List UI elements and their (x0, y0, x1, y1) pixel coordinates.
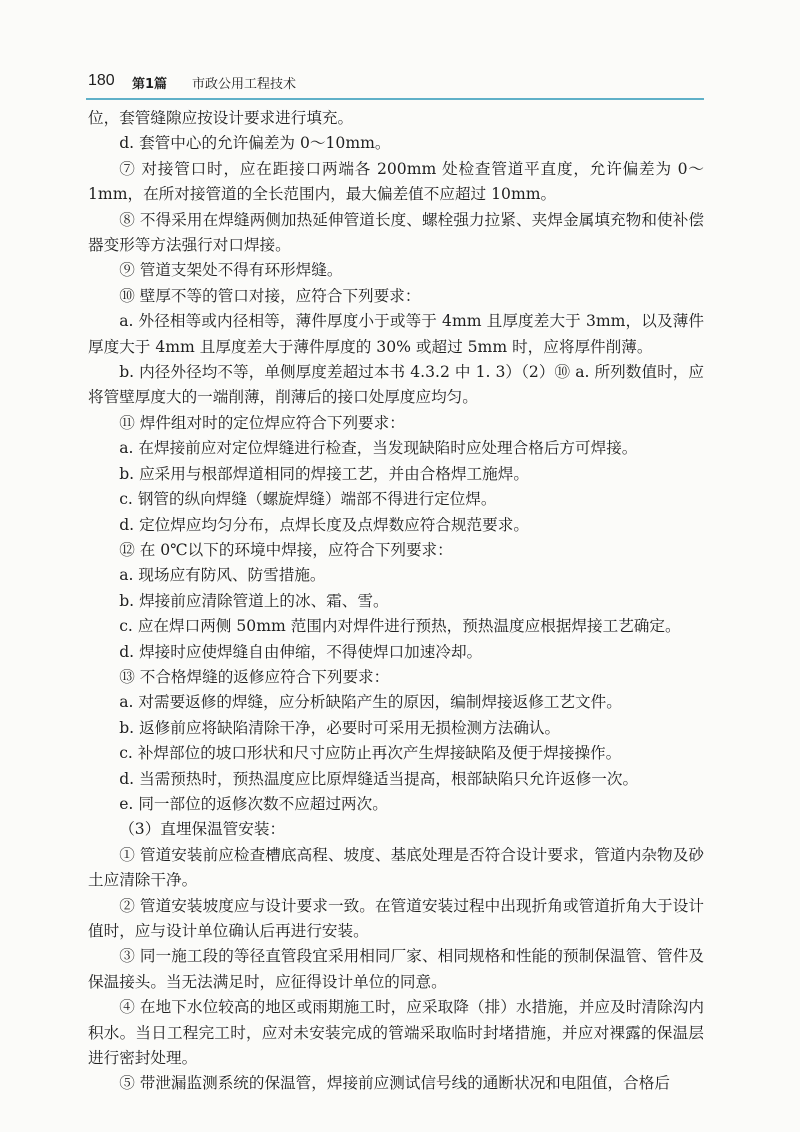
paragraph: ① 管道安装前应检查槽底高程、坡度、基底处理是否符合设计要求，管道内杂物及砂土应清除干净。 (88, 845, 704, 890)
paragraph: d. 套管中心的允许偏差为 0～10mm。 (119, 134, 391, 153)
paragraph: a. 外径相等或内径相等，薄件厚度小于或等于 4mm 且厚度差大于 3mm，以及薄件厚度大于 4mm 且厚度差大于薄件厚度的 30% 或超过 5mm 时，应将厚件削薄。 (88, 312, 704, 356)
paragraph: ⑩ 壁厚不等的管口对接，应符合下列要求： (119, 286, 421, 305)
paragraph: d. 定位焊应均匀分布，点焊长度及点焊数应符合规范要求。 (119, 515, 529, 534)
running-header (88, 72, 704, 96)
page-number: 180 (88, 72, 115, 89)
body-text (88, 106, 704, 1097)
paragraph: ⑧ 不得采用在焊缝两侧加热延伸管道长度、螺栓强力拉紧、夹焊金属填充物和使补偿器变形等方法强行对口焊接。 (88, 210, 704, 255)
paragraph: d. 焊接时应使焊缝自由伸缩，不得使焊口加速冷却。 (119, 642, 483, 661)
paragraph: ⑬ 不合格焊缝的返修应符合下列要求： (119, 667, 390, 686)
paragraph: ④ 在地下水位较高的地区或雨期施工时，应采取降（排）水措施，并应及时清除沟内积水。当日工程完工时，应对未安装完成的管端采取临时封堵措施，并应对裸露的保温层进行密封处理。 (88, 998, 704, 1068)
paragraph: b. 应采用与根部焊道相同的焊接工艺，并由合格焊工施焊。 (119, 464, 529, 483)
paragraph: a. 在焊接前应对定位焊缝进行检查，当发现缺陷时应处理合格后方可焊接。 (119, 439, 638, 458)
paragraph: c. 补焊部位的坡口形状和尺寸应防止再次产生焊接缺陷及便于焊接操作。 (119, 744, 622, 763)
part-label: 第1篇 (132, 77, 168, 92)
header-rule (86, 98, 704, 100)
paragraph: ⑫ 在 0℃以下的环境中焊接，应符合下列要求： (119, 540, 453, 559)
paragraph: a. 对需要返修的焊缝，应分析缺陷产生的原因，编制焊接返修工艺文件。 (119, 693, 622, 712)
part-title: 市政公用工程技术 (192, 77, 297, 92)
paragraph: b. 焊接前应清除管道上的冰、霜、雪。 (119, 591, 389, 610)
paragraph: d. 当需预热时，预热温度应比原焊缝适当提高，根部缺陷只允许返修一次。 (119, 769, 639, 788)
paragraph: ⑪ 焊件组对时的定位焊应符合下列要求： (119, 413, 405, 432)
paragraph: ⑦ 对接管口时，应在距接口两端各 200mm 处检查管道平直度，允许偏差为 0～1mm，在所对接管道的全长范围内，最大偏差值不应超过 10mm。 (88, 159, 704, 204)
paragraph: b. 内径外径均不等，单侧厚度差超过本书 4.3.2 中 1. 3）（2）⑩ a. 所列数值时，应将管壁厚度大的一端削薄，削薄后的接口处厚度应均匀。 (88, 363, 704, 407)
paragraph: c. 应在焊口两侧 50mm 范围内对焊件进行预热，预热温度应根据焊接工艺确定。 (119, 617, 681, 636)
paragraph: ② 管道安装坡度应与设计要求一致。在管道安装过程中出现折角或管道折角大于设计值时，应与设计单位确认后再进行安装。 (88, 896, 704, 940)
paragraph: c. 钢管的纵向焊缝（螺旋焊缝）端部不得进行定位焊。 (119, 490, 497, 509)
paragraph: ⑨ 管道支架处不得有环形焊缝。 (119, 261, 343, 280)
paragraph: （3）直埋保温管安装： (119, 820, 286, 839)
paragraph: e. 同一部位的返修次数不应超过两次。 (119, 794, 388, 813)
paragraph: a. 现场应有防风、防雪措施。 (119, 566, 326, 585)
paragraph: 位，套管缝隙应按设计要求进行填充。 (88, 109, 354, 127)
paragraph: b. 返修前应将缺陷清除干净，必要时可采用无损检测方法确认。 (119, 718, 561, 737)
paragraph: ③ 同一施工段的等径直管段宜采用相同厂家、相同规格和性能的预制保温管、管件及保温接头。当无法满足时，应征得设计单位的同意。 (88, 947, 704, 991)
paragraph: ⑤ 带泄漏监测系统的保温管，焊接前应测试信号线的通断状况和电阻值，合格后 (119, 1074, 670, 1093)
